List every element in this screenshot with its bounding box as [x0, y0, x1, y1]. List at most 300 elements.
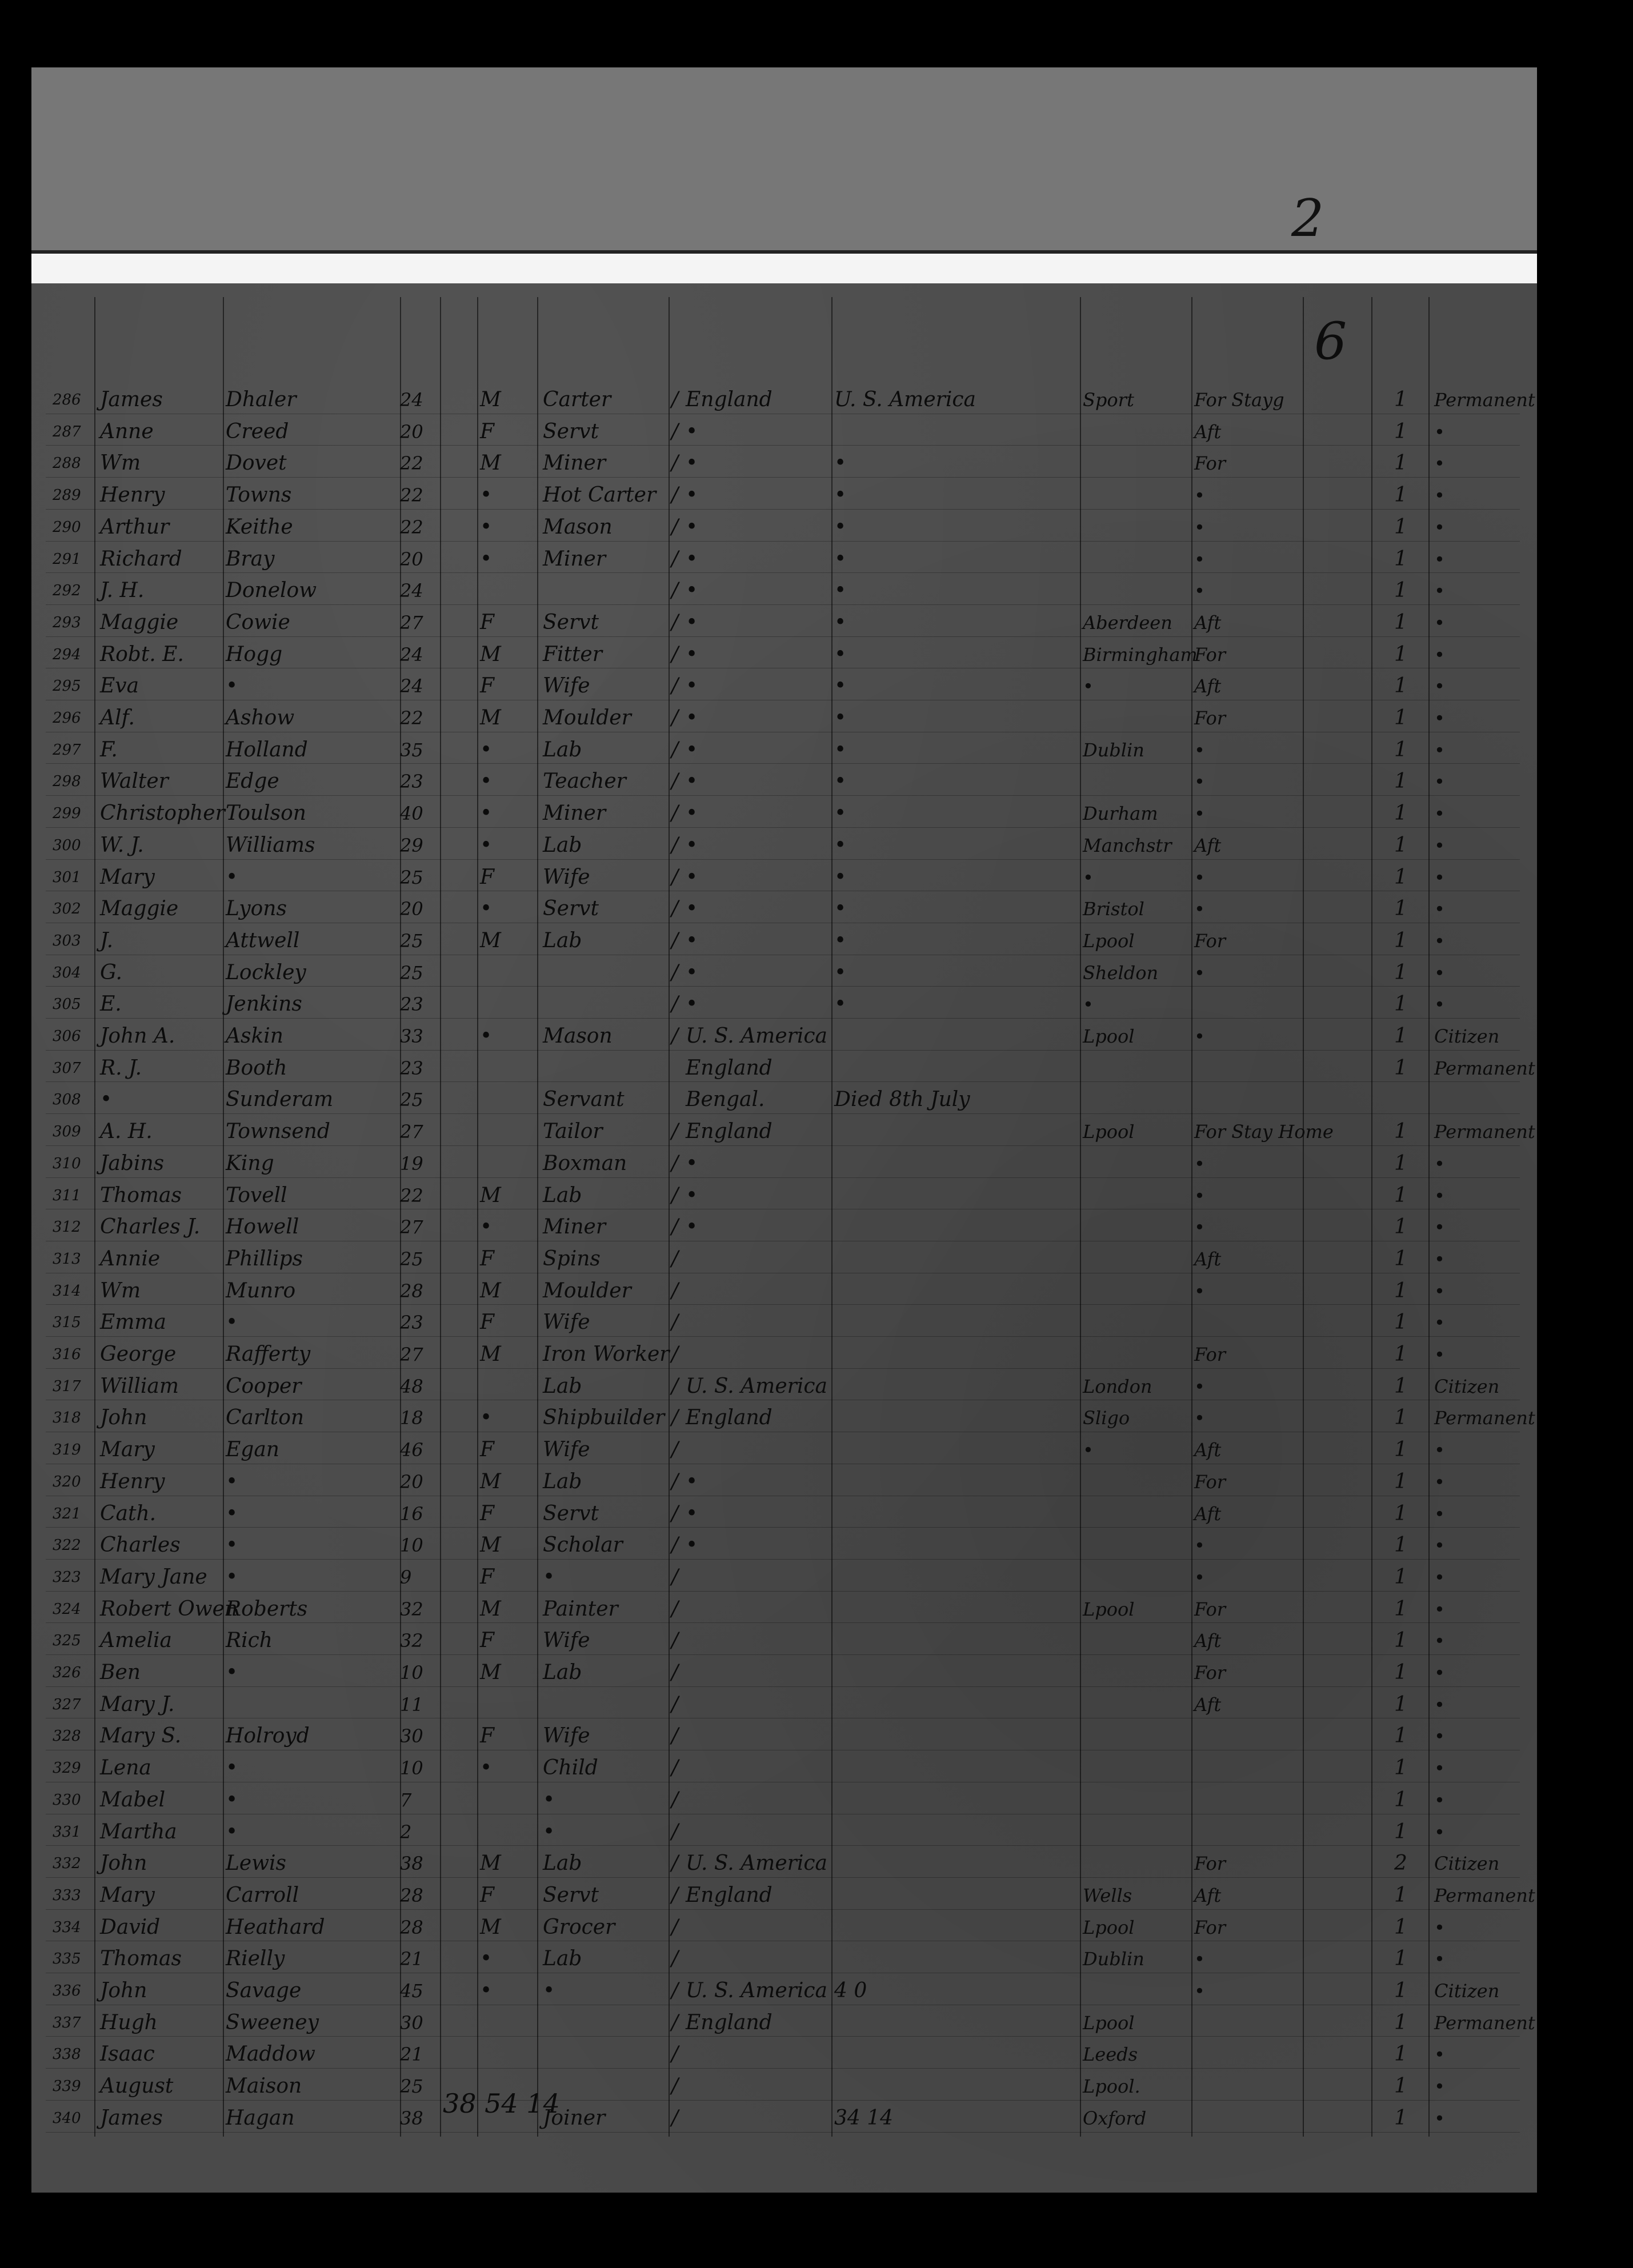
cell-first: Robt. E.	[100, 642, 184, 666]
cell-age: 28	[400, 1884, 423, 1906]
cell-first: E.	[100, 992, 122, 1016]
cell-status2: •	[1434, 739, 1445, 761]
table-row	[0, 447, 1633, 479]
cell-tick: /	[671, 897, 679, 921]
row-rule	[46, 2100, 1520, 2101]
cell-mark: 1	[1394, 1406, 1407, 1430]
cell-tick: /	[671, 388, 679, 411]
cell-tick: /	[671, 1565, 679, 1589]
cell-citizen: •	[686, 1151, 698, 1175]
cell-residence: •	[834, 674, 847, 698]
cell-first: William	[100, 1374, 179, 1398]
cell-residence: •	[834, 897, 847, 921]
cell-age: 22	[400, 452, 423, 475]
cell-surname: Askin	[226, 1024, 283, 1048]
cell-citizen: U. S. America	[686, 1852, 827, 1876]
cell-occupation: Tailor	[543, 1120, 603, 1144]
cell-residence: •	[834, 642, 847, 666]
table-row	[0, 1148, 1633, 1180]
cell-tick: /	[671, 1724, 679, 1748]
row-rule	[46, 2132, 1520, 2133]
row-rule	[46, 1081, 1520, 1082]
cell-first: Christopher	[100, 802, 225, 826]
cell-residence: •	[834, 610, 847, 634]
cell-age: 23	[400, 1057, 423, 1079]
cell-occupation: Shipbuilder	[543, 1406, 665, 1430]
cell-citizen: •	[686, 706, 698, 730]
cell-surname: Lockley	[226, 960, 306, 984]
cell-status2: •	[1434, 1184, 1445, 1207]
table-row	[0, 830, 1633, 861]
cell-surname: Savage	[226, 1979, 302, 2002]
cell-status2: •	[1434, 1821, 1445, 1843]
row-rule	[46, 1113, 1520, 1114]
cell-occupation: •	[543, 1565, 555, 1589]
cell-num: 296	[53, 710, 81, 727]
cell-residence: •	[834, 483, 847, 507]
cell-num: 336	[53, 1982, 81, 1999]
cell-num: 306	[53, 1028, 81, 1045]
cell-status2: •	[1434, 2107, 1445, 2129]
table-row	[0, 639, 1633, 671]
cell-occupation: Wife	[543, 1629, 590, 1653]
cell-surname: •	[226, 1788, 238, 1812]
cell-citizen: England	[686, 1120, 773, 1144]
cell-first: Cath.	[100, 1501, 157, 1525]
table-row	[0, 1657, 1633, 1689]
cell-occupation: Wife	[543, 674, 590, 698]
cell-age: 29	[400, 834, 423, 856]
cell-first: A. H.	[100, 1120, 153, 1144]
row-rule	[46, 1622, 1520, 1623]
cell-surname: Attwell	[226, 928, 300, 952]
cell-occupation: •	[543, 1820, 555, 1844]
cell-age: 23	[400, 1312, 423, 1334]
cell-occupation: Joiner	[543, 2106, 606, 2130]
cell-tick: /	[671, 1692, 679, 1716]
cell-status: •	[1194, 1025, 1205, 1047]
cell-citizen: •	[686, 928, 698, 952]
cell-mark: 1	[1394, 802, 1407, 826]
cell-age: 30	[400, 1725, 423, 1748]
cell-num: 288	[53, 455, 81, 472]
cell-surname: •	[226, 1565, 238, 1589]
row-rule	[46, 1177, 1520, 1178]
cell-residence: •	[834, 738, 847, 762]
row-rule	[46, 1909, 1520, 1910]
cell-num: 309	[53, 1123, 81, 1141]
cell-mark: 1	[1394, 1661, 1407, 1684]
cell-sex: F	[480, 865, 494, 889]
cell-tick: /	[671, 1788, 679, 1812]
cell-place: Wells	[1083, 1884, 1132, 1906]
cell-age: 24	[400, 675, 423, 698]
cell-age: 10	[400, 1757, 423, 1780]
cell-sex: F	[480, 419, 494, 443]
cell-age: 46	[400, 1439, 423, 1461]
cell-occupation: Wife	[543, 1724, 590, 1748]
table-row	[0, 1020, 1633, 1052]
cell-mark: 1	[1394, 1151, 1407, 1175]
table-row	[0, 734, 1633, 766]
cell-occupation: Servant	[543, 1088, 625, 1112]
cell-status: •	[1194, 1152, 1205, 1175]
cell-mark: 1	[1394, 579, 1407, 603]
table-row	[0, 1116, 1633, 1148]
cell-citizen: •	[686, 419, 698, 443]
cell-sex: M	[480, 451, 501, 475]
cell-mark: 1	[1394, 1501, 1407, 1525]
cell-first: Ben	[100, 1661, 141, 1684]
cell-citizen: •	[686, 451, 698, 475]
cell-status: Aft	[1194, 834, 1222, 856]
cell-num: 311	[53, 1187, 81, 1204]
cell-mark: 1	[1394, 2106, 1407, 2130]
cell-residence: •	[834, 547, 847, 571]
cell-age: 33	[400, 1025, 423, 1047]
cell-place: Lpool	[1083, 929, 1135, 952]
cell-mark: 1	[1394, 897, 1407, 921]
cell-age: 11	[400, 1693, 423, 1716]
table-row	[0, 479, 1633, 511]
cell-occupation: Miner	[543, 451, 606, 475]
cell-first: Martha	[100, 1820, 177, 1844]
cell-num: 291	[53, 550, 81, 568]
cell-tick: /	[671, 1501, 679, 1525]
cell-status2: •	[1434, 1248, 1445, 1270]
cell-age: 25	[400, 2075, 423, 2098]
cell-tick: /	[671, 1597, 679, 1621]
row-rule	[46, 986, 1520, 987]
cell-status: For	[1194, 929, 1226, 952]
row-rule	[46, 636, 1520, 637]
cell-sex: M	[480, 1852, 501, 1876]
cell-age: 25	[400, 1089, 423, 1111]
cell-age: 38	[400, 2107, 423, 2129]
cell-sex: M	[480, 1661, 501, 1684]
cell-tick: /	[671, 1374, 679, 1398]
cell-first: John	[100, 1406, 147, 1430]
cell-status: •	[1194, 866, 1205, 888]
cell-first: Mary Jane	[100, 1565, 207, 1589]
cell-num: 312	[53, 1219, 81, 1236]
cell-status: For	[1194, 452, 1226, 475]
cell-surname: Rielly	[226, 1947, 285, 1971]
cell-age: 22	[400, 707, 423, 729]
cell-surname: Dhaler	[226, 388, 297, 411]
cell-surname: Holland	[226, 738, 308, 762]
cell-occupation: Miner	[543, 547, 606, 571]
cell-age: 23	[400, 771, 423, 793]
cell-place: Aberdeen	[1083, 611, 1172, 634]
table-row	[0, 416, 1633, 448]
cell-occupation: Scholar	[543, 1533, 623, 1557]
cell-age: 22	[400, 1184, 423, 1207]
cell-status2: •	[1434, 707, 1445, 729]
cell-status: •	[1194, 1534, 1205, 1557]
cell-first: Annie	[100, 1247, 161, 1271]
cell-num: 320	[53, 1473, 81, 1490]
row-rule	[46, 1304, 1520, 1305]
table-row	[0, 1752, 1633, 1784]
cell-status2: •	[1434, 898, 1445, 920]
cell-mark: 1	[1394, 960, 1407, 984]
cell-tick: /	[671, 833, 679, 857]
cell-occupation: Lab	[543, 833, 582, 857]
table-row	[0, 766, 1633, 798]
cell-status2: Permanent	[1434, 1407, 1535, 1429]
cell-num: 315	[53, 1314, 81, 1332]
table-row	[0, 1243, 1633, 1275]
cell-status2: Citizen	[1434, 1980, 1500, 2002]
cell-surname: Carlton	[226, 1406, 305, 1430]
cell-tick: /	[671, 1852, 679, 1876]
cell-num: 298	[53, 773, 81, 791]
cell-tick: /	[671, 865, 679, 889]
cell-sex: •	[480, 833, 493, 857]
cell-first: David	[100, 1915, 161, 1939]
cell-num: 294	[53, 646, 81, 663]
cell-citizen: England	[686, 388, 773, 411]
cell-status: •	[1194, 1980, 1205, 2002]
cell-mark: 1	[1394, 833, 1407, 857]
cell-age: 25	[400, 961, 423, 984]
cell-occupation: Lab	[543, 1469, 582, 1493]
cell-occupation: Lab	[543, 1947, 582, 1971]
cell-tick: /	[671, 738, 679, 762]
cell-status2: •	[1434, 675, 1445, 698]
cell-sex: •	[480, 483, 493, 507]
cell-num: 324	[53, 1600, 81, 1618]
cell-place: •	[1083, 675, 1094, 698]
cell-mark: 1	[1394, 610, 1407, 634]
cell-mark: 1	[1394, 1788, 1407, 1812]
cell-age: 27	[400, 611, 423, 634]
table-row	[0, 1943, 1633, 1975]
cell-status: •	[1194, 1948, 1205, 1970]
cell-surname: Towns	[226, 483, 292, 507]
cell-surname: Rafferty	[226, 1343, 311, 1366]
table-row	[0, 670, 1633, 702]
cell-status: •	[1194, 803, 1205, 825]
row-rule	[46, 1686, 1520, 1687]
cell-status: •	[1194, 580, 1205, 602]
row-rule	[46, 795, 1520, 796]
cell-status2: •	[1434, 643, 1445, 666]
cell-occupation: Hot Carter	[543, 483, 657, 507]
cell-status2: •	[1434, 771, 1445, 793]
row-rule	[46, 859, 1520, 860]
cell-tick: /	[671, 515, 679, 539]
cell-num: 325	[53, 1632, 81, 1650]
cell-status2: •	[1434, 1789, 1445, 1811]
cell-tick: /	[671, 1279, 679, 1303]
cell-age: 22	[400, 484, 423, 507]
cell-num: 314	[53, 1282, 81, 1300]
row-rule	[46, 1654, 1520, 1655]
cell-status2: Permanent	[1434, 1884, 1535, 1906]
cell-first: •	[100, 1088, 113, 1112]
cell-status2: •	[1434, 1725, 1445, 1748]
cell-occupation: Lab	[543, 1661, 582, 1684]
cell-status: For	[1194, 1470, 1226, 1493]
cell-tick: /	[671, 1343, 679, 1366]
cell-num: 313	[53, 1250, 81, 1268]
row-rule	[46, 827, 1520, 828]
cell-tick: /	[671, 642, 679, 666]
cell-status2: •	[1434, 516, 1445, 538]
cell-sex: F	[480, 1438, 494, 1462]
table-row	[0, 893, 1633, 925]
cell-mark: 1	[1394, 1947, 1407, 1971]
cell-age: 45	[400, 1980, 423, 2002]
cell-surname: Carroll	[226, 1883, 299, 1907]
cell-status2: Permanent	[1434, 1121, 1535, 1143]
cell-mark: 1	[1394, 1056, 1407, 1080]
cell-surname: •	[226, 1311, 238, 1335]
cell-surname: Lyons	[226, 897, 287, 921]
cell-sex: •	[480, 738, 493, 762]
cell-status2: Permanent	[1434, 1057, 1535, 1079]
cell-surname: Heathard	[226, 1915, 325, 1939]
cell-first: Henry	[100, 483, 165, 507]
cell-status2: •	[1434, 1216, 1445, 1239]
cell-citizen: England	[686, 2010, 773, 2034]
cell-mark: 1	[1394, 2010, 1407, 2034]
cell-tick: /	[671, 1151, 679, 1175]
cell-num: 290	[53, 518, 81, 536]
cell-sex: F	[480, 1311, 494, 1335]
cell-place: Lpool	[1083, 1916, 1135, 1938]
cell-tick: /	[671, 1183, 679, 1207]
cell-surname: Munro	[226, 1279, 296, 1303]
cell-age: 20	[400, 548, 423, 570]
cell-surname: Toulson	[226, 802, 306, 826]
cell-num: 339	[53, 2078, 81, 2095]
cell-residence: 34 14	[834, 2106, 894, 2130]
table-row	[0, 1593, 1633, 1625]
cell-status2: •	[1434, 1757, 1445, 1780]
table-row	[0, 1498, 1633, 1530]
cell-status: Aft	[1194, 1248, 1222, 1270]
cell-mark: 1	[1394, 1183, 1407, 1207]
cell-surname: Booth	[226, 1056, 287, 1080]
cell-tick: /	[671, 1438, 679, 1462]
cell-tick: /	[671, 1247, 679, 1271]
cell-tick: /	[671, 547, 679, 571]
cell-status2: •	[1434, 1693, 1445, 1716]
cell-sex: •	[480, 547, 493, 571]
cell-sex: M	[480, 928, 501, 952]
cell-num: 307	[53, 1059, 81, 1077]
cell-first: James	[100, 2106, 163, 2130]
cell-mark: 1	[1394, 388, 1407, 411]
cell-age: 25	[400, 866, 423, 888]
cell-sex: •	[480, 1406, 493, 1430]
cell-place: Manchstr	[1083, 834, 1172, 856]
cell-surname: Egan	[226, 1438, 279, 1462]
cell-sex: F	[480, 674, 494, 698]
cell-tick: /	[671, 451, 679, 475]
cell-tick: /	[671, 1215, 679, 1239]
cell-mark: 1	[1394, 1024, 1407, 1048]
row-rule	[46, 445, 1520, 446]
cell-citizen: England	[686, 1406, 773, 1430]
cell-tick: /	[671, 1820, 679, 1844]
cell-residence: •	[834, 802, 847, 826]
cell-occupation: Mason	[543, 1024, 613, 1048]
cell-age: 16	[400, 1502, 423, 1525]
cell-num: 321	[53, 1505, 81, 1522]
cell-place: Dublin	[1083, 739, 1144, 761]
cell-sex: M	[480, 642, 501, 666]
cell-citizen: •	[686, 865, 698, 889]
cell-age: 38	[400, 1853, 423, 1875]
cell-status: •	[1194, 739, 1205, 761]
cell-surname: Williams	[226, 833, 315, 857]
cell-mark: 1	[1394, 1215, 1407, 1239]
cell-first: Jabins	[100, 1151, 165, 1175]
cell-mark: 1	[1394, 674, 1407, 698]
cell-num: 295	[53, 678, 81, 695]
cell-residence: •	[834, 451, 847, 475]
cell-status2: Citizen	[1434, 1853, 1500, 1875]
table-row	[0, 1180, 1633, 1212]
cell-residence: Died 8th July	[834, 1088, 970, 1112]
cell-occupation: Moulder	[543, 1279, 631, 1303]
row-rule	[46, 1877, 1520, 1878]
cell-age: 9	[400, 1566, 412, 1588]
cell-place: Sheldon	[1083, 961, 1159, 984]
cell-status: Aft	[1194, 420, 1222, 443]
cell-mark: 1	[1394, 865, 1407, 889]
table-row	[0, 1880, 1633, 1912]
cell-tick: /	[671, 1533, 679, 1557]
cell-sex: F	[480, 610, 494, 634]
cell-status: Aft	[1194, 1884, 1222, 1906]
cell-occupation: Teacher	[543, 770, 626, 794]
cell-status2: •	[1434, 1502, 1445, 1525]
cell-num: 331	[53, 1823, 81, 1841]
cell-surname: •	[226, 1501, 238, 1525]
cell-mark: 1	[1394, 992, 1407, 1016]
row-rule	[46, 1559, 1520, 1560]
cell-status: •	[1194, 1184, 1205, 1207]
cell-status2: •	[1434, 803, 1445, 825]
cell-mark: 1	[1394, 1692, 1407, 1716]
cell-tick: /	[671, 1947, 679, 1971]
cell-surname: Hogg	[226, 642, 283, 666]
cell-num: 322	[53, 1537, 81, 1554]
cell-age: 27	[400, 1344, 423, 1365]
cell-occupation: Grocer	[543, 1915, 615, 1939]
cell-age: 30	[400, 2011, 423, 2034]
cell-num: 287	[53, 423, 81, 440]
table-row	[0, 1912, 1633, 1944]
cell-citizen: •	[686, 674, 698, 698]
cell-mark: 1	[1394, 1279, 1407, 1303]
cell-surname: Maison	[226, 2074, 302, 2098]
cell-status2: •	[1434, 1344, 1445, 1365]
cell-first: Mary	[100, 865, 155, 889]
cell-sex: M	[480, 1597, 501, 1621]
cell-sex: M	[480, 1279, 501, 1303]
cell-occupation: •	[543, 1788, 555, 1812]
table-row	[0, 1561, 1633, 1593]
cell-residence: •	[834, 992, 847, 1016]
cell-first: Maggie	[100, 897, 179, 921]
cell-status: •	[1194, 1216, 1205, 1239]
